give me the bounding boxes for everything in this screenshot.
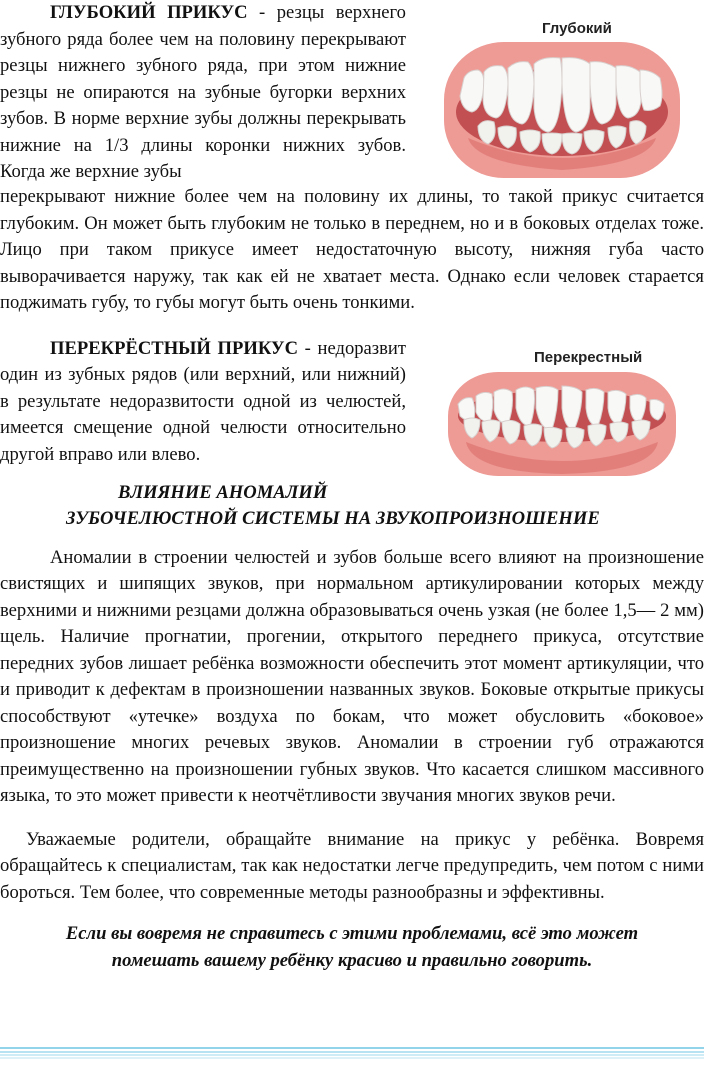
deep-bite-image-label: Глубокий: [542, 20, 612, 37]
deep-bite-continuation: перекрывают нижние более чем на половину их длины, то такой прикус считается глубоким. Он может быть глубоким не только в переднем, но и в боковых отделах тоже. Лицо при таком прикусе имеет недостаточную высоту, нижняя губа часто выворачивается наружу, так как ей не хватает места. Однако если человек старается поджимать губу, то губы могут быть очень тонкими.: [0, 186, 704, 313]
deep-bite-term: ГЛУБОКИЙ ПРИКУС: [50, 2, 248, 23]
heading-line-2: ЗУБОЧЕЛЮСТНОЙ СИСТЕМЫ НА ЗВУКОПРОИЗНОШЕНИЕ: [66, 507, 600, 529]
cross-bite-term: ПЕРЕКРЁСТНЫЙ ПРИКУС: [50, 337, 299, 359]
deep-bite-paragraph: [0, 0, 406, 186]
parents-paragraph: Уважаемые родители, обращайте внимание на прикус у ребёнка. Вовремя обращайтесь к специалистам, так как недостатки легче предупредить, чем потом с ними бороться. Тем более, что современные методы разнообразны и эффективны.: [0, 828, 704, 903]
deep-bite-illustration: [438, 14, 686, 184]
final-note-line-2: помешать вашему ребёнку красиво и правильно говорить.: [111, 950, 593, 971]
heading-line-1: ВЛИЯНИЕ АНОМАЛИЙ: [118, 481, 328, 503]
anomalies-paragraph: Аномалии в строении челюстей и зубов больше всего влияют на произношение свистящих и шипящих звуков, при нормальном артикулировании которых между верхними и нижними резцами должна образовываться очень узкая (не более 1,5— 2 мм) щель. Наличие прогнатии, прогении, открытого переднего прикуса, отсутствие передних зубов лишает ребёнка возможности обеспечить этот момент артикуляции, что и приводит к дефектам в произношении названных звуков. Боковые открытые прикусы способствуют «утечке» воздуха по бокам, что может обусловить «боковое» произношение многих речевых звуков. Аномалии в строении губ отражаются преимущественно на произношении губных звуков. Что касается слишком массивного языка, то это может привести к неотчётливости звучания многих звуков речи.: [0, 546, 704, 806]
section-heading: [0, 480, 704, 532]
cross-bite-paragraph: [0, 336, 406, 469]
cross-bite-block: [0, 336, 704, 470]
deep-bite-text: - резцы верхнего зубного ряда более чем на половину перекрывают резцы нижнего зубного ряда, при этом нижние резцы не опираются на зубные бугорки верхних зубов. В норме верхние зубы должны перекрывать нижние на 1/3 длины коронки нижних зубов. Когда же верхние зубы: [0, 2, 406, 182]
final-note-line-1: Если вы вовремя не справитесь с этими проблемами, всё это может: [65, 923, 639, 944]
cross-bite-image-label: Перекрестный: [534, 348, 643, 366]
cross-bite-text: - недоразвит один из зубных рядов (или верхний, или нижний) в результате недоразвитости одной из челюстей, имеется смещение одной челюсти относительно другой вправо или влево.: [0, 337, 406, 465]
cross-bite-illustration: [438, 346, 686, 476]
footer-decoration: [0, 1044, 704, 1072]
final-note: [0, 920, 704, 974]
deep-bite-block: [0, 0, 704, 184]
